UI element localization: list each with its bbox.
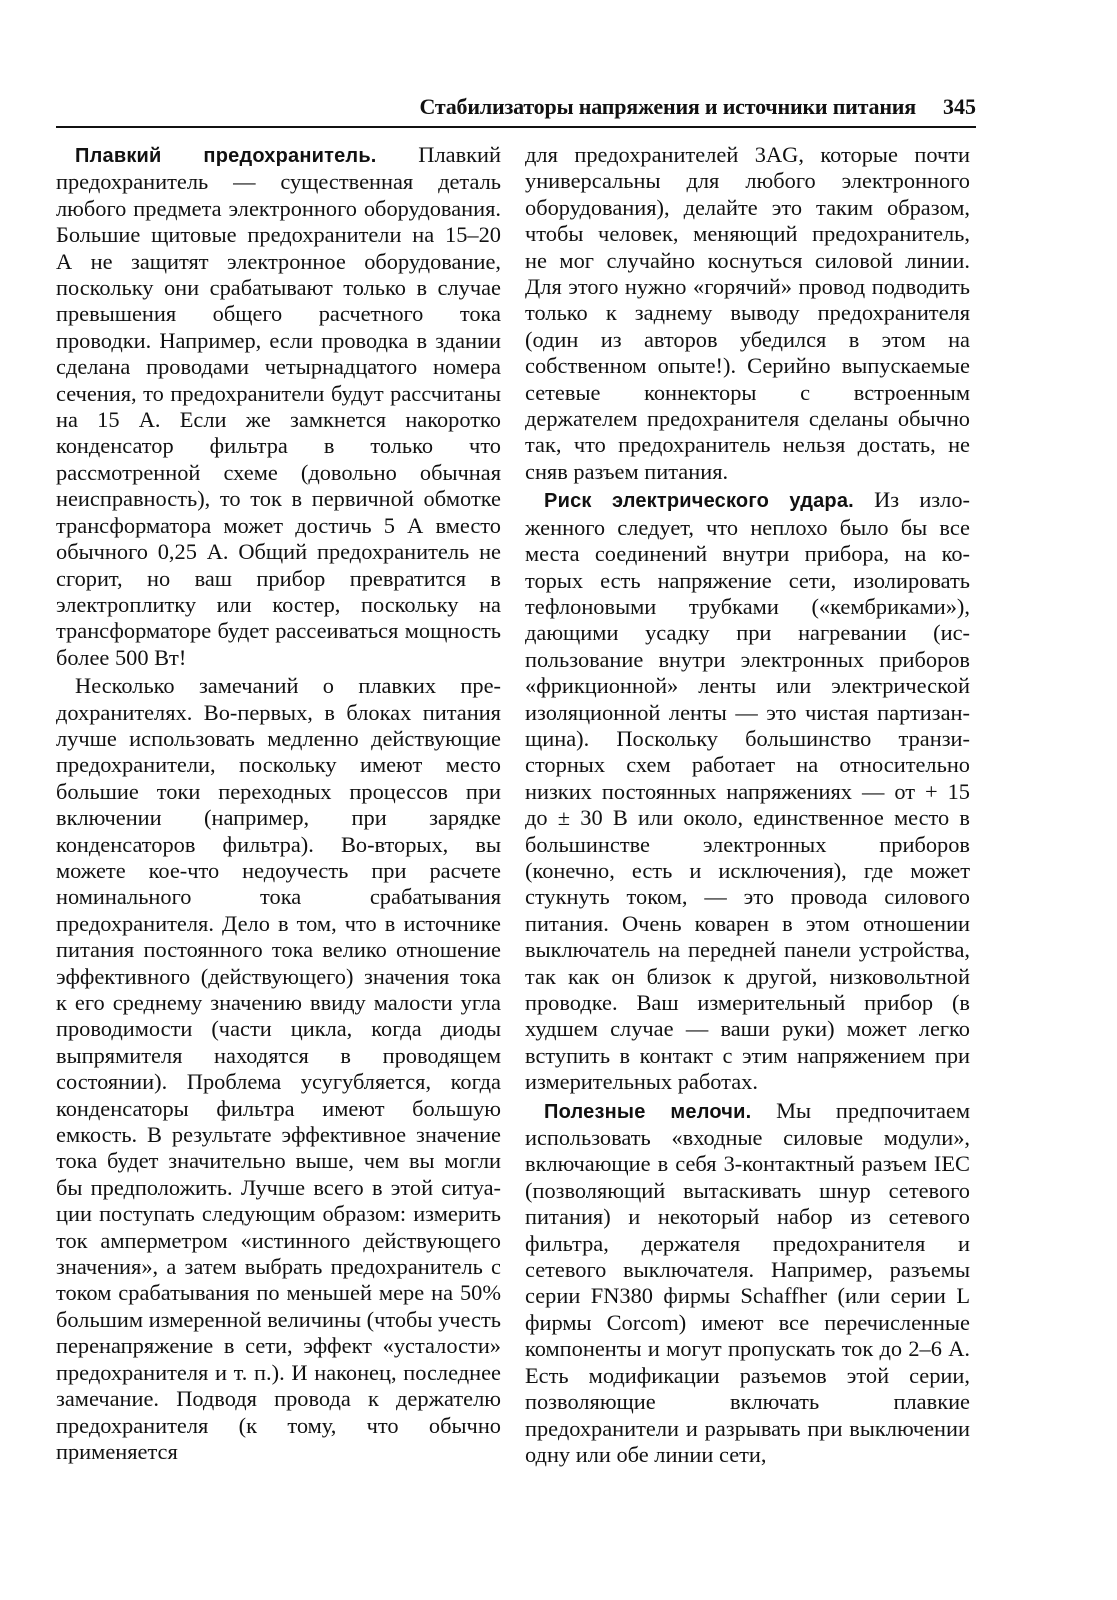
section-heading-fuse: Плавкий предохранитель.	[75, 145, 377, 167]
running-title: Стабилизаторы напряжения и источники питания	[419, 94, 916, 119]
page-header	[56, 94, 976, 126]
paragraph-fuse-continued: для предохранителей 3AG, которые почти универсальны для любого электронного оборудования), делайте это таким образом, чтобы человек, меняющий предохранитель, не мог случайно коснуться силовой линии. Для этого нужно «горячий» провод подводить только к заднему выводу предохранителя (один из авторов убедился в этом на собственном опыте!). Серийно выпускаемые сетевые коннекторы с встроенным держателем предохранителя сделаны обычно так, что предохранитель нельзя достать, не сняв разъем питания.	[525, 142, 970, 484]
section-heading-shock-risk: Риск электрического удара.	[544, 490, 854, 513]
section-heading-useful-tips: Полезные мелочи.	[544, 1100, 752, 1123]
right-column	[525, 142, 970, 1468]
paragraph-shock-risk	[525, 487, 970, 1095]
page-number: 345	[943, 94, 976, 119]
header-rule	[56, 126, 976, 128]
paragraph-text: Мы предпочитаем использовать «входные силовые модули», включающие в себя 3-контактный разъем IEC (позволяющий вытаскивать шнур сетевого питания) и некоторый набор из сетевого фильтра, держателя предохранителя и сетевого выключателя. Например, разъемы серии FN380 фирмы Schaffher (или серии L фирмы Corcom) имеют все перечисленные компоненты и могут пропускать ток до 2–6 А. Есть модификации разъемов этой серии, позволяющие включать плавкие предохранители и разрывать при выключении одну или обе линии сети,	[525, 1097, 970, 1467]
paragraph-text: Плавкий предохранитель — существенная деталь любого предмета электронного оборудования. Большие щитовые предохранители на 15–20 А не защитят электронное оборудование, поскольку они срабатывают только в случае превышения общего расчетного тока проводки. Например, если проводка в здании сделана проводами четырнадцатого номера сечения, то предохранители будут рассчитаны на 15 А. Если же замкнется накоротко конденсатор фильтра в только что рассмотренной схеме (довольно обычная неисправность), то ток в первичной обмотке трансформатора может достичь 5 А вместо обычного 0,25 А. Общий предохранитель не сгорит, но ваш прибор превратится в электроплитку или костер, поскольку на трансформаторе будет рассеиваться мощность более 500 Вт!	[56, 142, 502, 670]
left-column	[56, 142, 501, 1465]
paragraph-fuse	[56, 142, 501, 671]
paragraph-useful-tips	[525, 1098, 970, 1469]
paragraph-text: Из изложенного следует, что неплохо было бы все места соединений внутри прибора, на которых есть напряжение сети, изолировать тефлоновыми трубками («кембриками»), дающими усадку при нагревании (использование внутри электронных приборов «фрикционной» ленты или электрической изоляционной ленты — это чистая партизанщина). Поскольку большинство транзисторных схем работает на относительно низких постоянных напряжениях — от + 15 до ± 30 В или около, единственное место в большинстве электронных приборов (конечно, есть и исключения), где может стукнуть током, — это провода силового питания. Очень коварен в этом отношении выключатель на передней панели устройства, так как он близок к другой, низковольтной проводке. Ваш измерительный прибор (в худшем случае — ваши руки) может легко вступить в контакт с этим напряжением при измерительных работах.	[525, 487, 970, 1095]
paragraph-fuse-notes: Несколько замечаний о плавких предохранителях. Во-первых, в блоках питания лучше использовать медленно действующие предохранители, поскольку имеют место большие токи переходных процессов при включении (например, при зарядке конденсаторов фильтра). Во-вторых, вы можете кое-что недоучесть при расчете номинального тока срабатывания предохранителя. Дело в том, что в источнике питания постоянного тока велико отношение эффективного (действующего) значения тока к его среднему значению ввиду малости угла проводимости (части цикла, когда диоды выпрямителя находятся в проводящем состоянии). Проблема усугубляется, когда конденсаторы фильтра имеют большую емкость. В результате эффективное значение тока будет значительно выше, чем вы могли бы предположить. Лучше всего в этой ситуации поступать следующим образом: измерить ток амперметром «истинного действующего значения», а затем выбрать предохранитель с током срабатывания по меньшей мере на 50% большим измеренной величины (чтобы учесть перенапряжение в сети, эффект «усталости» предохранителя и т. п.). И наконец, последнее замечание. Подводя провода к держателю предохранителя (к тому, что обычно применяется	[56, 673, 501, 1464]
